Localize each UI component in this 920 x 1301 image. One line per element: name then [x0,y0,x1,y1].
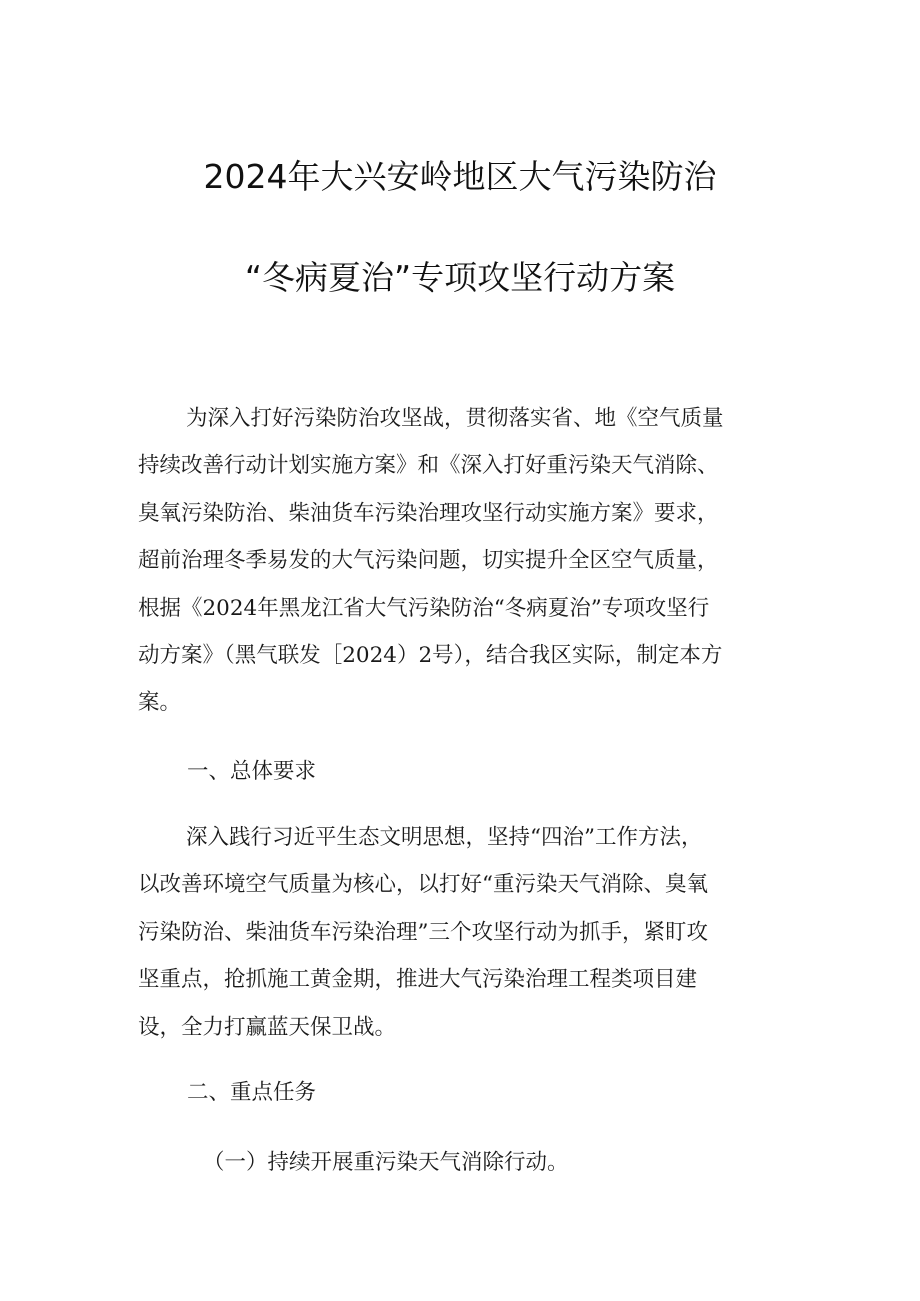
general-line: 以改善环境空气质量为核心，以打好“重污染天气消除、臭氧 [138,872,708,898]
intro-line: 根据《2024年黑龙江省大气污染防治“冬病夏治”专项攻坚行 [138,595,710,621]
section-heading-general-requirements: 一、总体要求 [187,759,317,784]
intro-line: 为深入打好污染防治攻坚战，贯彻落实省、地《空气质量 [186,406,724,431]
section-heading-key-tasks: 二、重点任务 [187,1080,317,1105]
intro-paragraph [138,395,788,727]
subsection-heading-heavy-pollution: （一）持续开展重污染天气消除行动。 [203,1150,569,1175]
intro-line: 持续改善行动计划实施方案》和《深入打好重污染天气消除、 [138,453,719,479]
general-requirements-paragraph [138,814,788,1051]
general-line: 设，全力打赢蓝天保卫战。 [138,1014,397,1040]
general-line: 深入践行习近平生态文明思想，坚持“四治”工作方法， [186,825,703,850]
general-line: 坚重点，抢抓施工黄金期，推进大气污染治理工程类项目建 [138,967,698,993]
intro-line: 超前治理冬季易发的大气污染问题，切实提升全区空气质量， [138,548,719,574]
intro-line: 动方案》（黑气联发［2024）2号），结合我区实际，制定本方 [138,642,723,668]
document-title-line-2: “冬病夏治”专项攻坚行动方案 [244,258,676,297]
general-line: 污染防治、柴油货车污染治理”三个攻坚行动为抓手，紧盯攻 [138,919,708,945]
intro-line: 案。 [138,690,182,716]
document-title-line-1: 2024年大兴安岭地区大气污染防治 [203,157,717,196]
intro-line: 臭氧污染防治、柴油货车污染治理攻坚行动实施方案》要求， [138,500,719,526]
